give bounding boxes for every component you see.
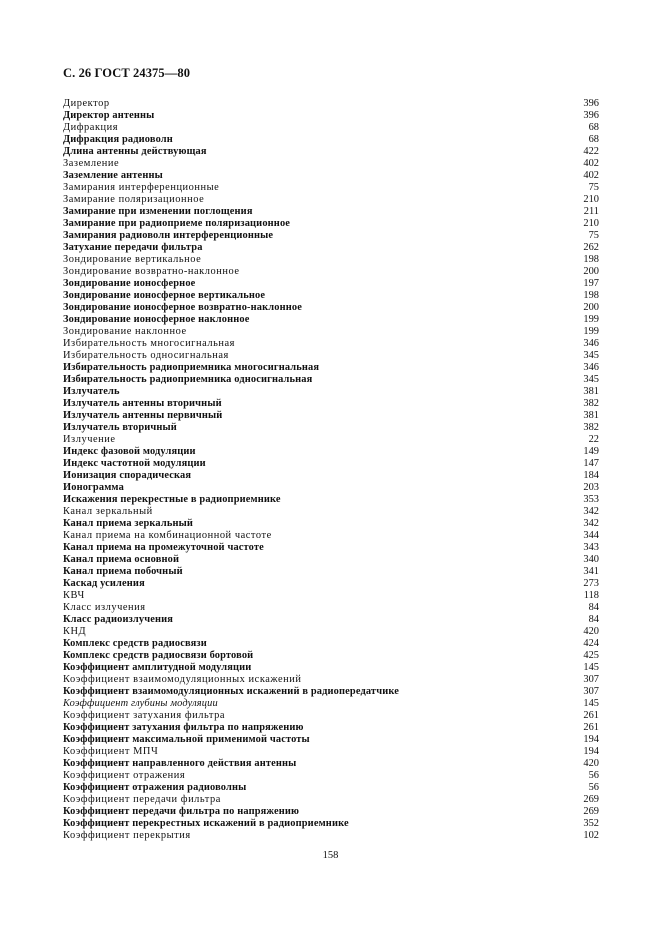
- index-entry: [63, 650, 599, 662]
- index-term: Затухание передачи фильтра: [63, 242, 203, 253]
- index-page-number: 420: [583, 626, 599, 637]
- index-term: Канал приема побочный: [63, 566, 183, 577]
- index-entry: [63, 194, 599, 206]
- index-entry: [63, 794, 599, 806]
- index-entry: [63, 182, 599, 194]
- index-entry: [63, 446, 599, 458]
- index-entry: [63, 338, 599, 350]
- index-entry: [63, 218, 599, 230]
- index-page-number: 145: [583, 698, 599, 709]
- index-page-number: 262: [583, 242, 599, 253]
- index-term: Дифракция: [63, 122, 119, 133]
- index-entry: [63, 242, 599, 254]
- index-term: Коэффициент передачи фильтра: [63, 794, 221, 805]
- index-entry: [63, 398, 599, 410]
- index-term: Замирания радиоволн интерференционные: [63, 230, 274, 241]
- index-entry: [63, 374, 599, 386]
- index-page-number: 341: [583, 566, 599, 577]
- index-page-number: 382: [583, 422, 599, 433]
- page-number: 158: [322, 850, 339, 861]
- index-term: Замирание при изменении поглощения: [63, 206, 253, 217]
- index-entry: [63, 698, 599, 710]
- index-term: Коэффициент максимальной применимой частоты: [63, 734, 310, 745]
- index-term: Излучатель антенны вторичный: [63, 398, 222, 409]
- index-page-number: 382: [583, 398, 599, 409]
- index-term: Коэффициент затухания фильтра по напряжению: [63, 722, 304, 733]
- index-term: Зондирование ионосферное: [63, 278, 196, 289]
- index-entry: [63, 146, 599, 158]
- index-page-number: 425: [583, 650, 599, 661]
- index-page-number: 344: [583, 530, 599, 541]
- index-entry: [63, 818, 599, 830]
- index-entry: [63, 542, 599, 554]
- index-term: Индекс фазовой модуляции: [63, 446, 196, 457]
- index-entry: [63, 710, 599, 722]
- index-term: Коэффициент глубины модуляции: [63, 698, 218, 709]
- index-page-number: 200: [583, 266, 599, 277]
- index-entry: [63, 458, 599, 470]
- index-page-number: 381: [583, 386, 599, 397]
- index-entry: [63, 206, 599, 218]
- index-term: Комплекс средств радиосвязи: [63, 638, 207, 649]
- index-term: Коэффициент взаимомодуляционных искажений в радиопередатчике: [63, 686, 399, 697]
- index-page-number: 396: [583, 110, 599, 121]
- index-page-number: 198: [583, 254, 599, 265]
- index-term: Коэффициент перекрестных искажений в радиоприемнике: [63, 818, 349, 829]
- index-term: Коэффициент взаимомодуляционных искажений: [63, 674, 302, 685]
- index-term: Коэффициент МПЧ: [63, 746, 159, 757]
- index-entry: [63, 326, 599, 338]
- index-term: Канал зеркальный: [63, 506, 153, 517]
- index-term: Заземление: [63, 158, 120, 169]
- index-entry: [63, 470, 599, 482]
- index-page-number: 198: [583, 290, 599, 301]
- index-term: Класс радиоизлучения: [63, 614, 174, 625]
- index-term: Класс излучения: [63, 602, 146, 613]
- index-page-number: 345: [583, 350, 599, 361]
- index-page-number: 346: [583, 338, 599, 349]
- index-entry: [63, 122, 599, 134]
- index-page-number: 118: [583, 590, 599, 601]
- index-term: Длина антенны действующая: [63, 146, 207, 157]
- index-entry: [63, 254, 599, 266]
- index-entry: [63, 626, 599, 638]
- index-term: Индекс частотной модуляции: [63, 458, 206, 469]
- index-page-number: 102: [583, 830, 599, 841]
- index-page-number: 210: [583, 194, 599, 205]
- index-entry: [63, 362, 599, 374]
- index-entry: [63, 518, 599, 530]
- index-entry: [63, 422, 599, 434]
- index-page-number: 307: [583, 674, 599, 685]
- index-entry: [63, 806, 599, 818]
- index-page-number: 149: [583, 446, 599, 457]
- index-page-number: 342: [583, 506, 599, 517]
- index-term: Зондирование ионосферное возвратно-наклонное: [63, 302, 302, 313]
- index-term: Коэффициент отражения радиоволны: [63, 782, 247, 793]
- index-term: Избирательность односигнальная: [63, 350, 229, 361]
- index-page-number: 199: [583, 314, 599, 325]
- index-page-number: 424: [583, 638, 599, 649]
- index-page-number: 199: [583, 326, 599, 337]
- index-term: Излучатель антенны первичный: [63, 410, 223, 421]
- index-page-number: 269: [583, 806, 599, 817]
- index-term: Излучение: [63, 434, 116, 445]
- index-term: Зондирование возвратно-наклонное: [63, 266, 240, 277]
- index-entry: [63, 662, 599, 674]
- index-term: Канал приема на комбинационной частоте: [63, 530, 272, 541]
- index-term: Директор антенны: [63, 110, 155, 121]
- index-term: КВЧ: [63, 590, 85, 601]
- index-term: Зондирование ионосферное вертикальное: [63, 290, 266, 301]
- index-page-number: 68: [588, 122, 599, 133]
- index-page-number: 353: [583, 494, 599, 505]
- index-term: Коэффициент перекрытия: [63, 830, 191, 841]
- index-term: Замирания интерференционные: [63, 182, 220, 193]
- index-term: Директор: [63, 98, 110, 109]
- index-term: Канал приема зеркальный: [63, 518, 193, 529]
- index-term: Излучатель вторичный: [63, 422, 177, 433]
- index-term: Замирание поляризационное: [63, 194, 205, 205]
- index-entry: [63, 494, 599, 506]
- index-entry: [63, 590, 599, 602]
- index-term: Избирательность радиоприемника многосигнальная: [63, 362, 320, 373]
- index-entry: [63, 314, 599, 326]
- index-page-number: 184: [583, 470, 599, 481]
- index-entry: [63, 830, 599, 842]
- index-page-number: 56: [588, 770, 599, 781]
- index-page-number: 381: [583, 410, 599, 421]
- index-term: Коэффициент направленного действия антенны: [63, 758, 297, 769]
- index-entry: [63, 530, 599, 542]
- index-term: Зондирование наклонное: [63, 326, 187, 337]
- index-page-number: 343: [583, 542, 599, 553]
- index-entry: [63, 110, 599, 122]
- index-page-number: 84: [588, 602, 599, 613]
- index-page-number: 200: [583, 302, 599, 313]
- index-entry: [63, 266, 599, 278]
- index-entry: [63, 686, 599, 698]
- index-term: Зондирование вертикальное: [63, 254, 202, 265]
- index-page-number: 22: [588, 434, 599, 445]
- index-entry: [63, 554, 599, 566]
- index-entry: [63, 770, 599, 782]
- index-page-number: 261: [583, 710, 599, 721]
- index-entry: [63, 134, 599, 146]
- index-entry: [63, 506, 599, 518]
- index-term: Заземление антенны: [63, 170, 163, 181]
- index-term: Замирание при радиоприеме поляризационное: [63, 218, 291, 229]
- index-page-number: 340: [583, 554, 599, 565]
- index-page-number: 68: [588, 134, 599, 145]
- index-entry: [63, 98, 599, 110]
- index-term: Зондирование ионосферное наклонное: [63, 314, 250, 325]
- index-entry: [63, 434, 599, 446]
- index-page-number: 75: [588, 182, 599, 193]
- index-term: Каскад усиления: [63, 578, 145, 589]
- index-page-number: 145: [583, 662, 599, 673]
- index-page-number: 147: [583, 458, 599, 469]
- index-term: Ионизация спорадическая: [63, 470, 192, 481]
- index-entry: [63, 302, 599, 314]
- index-entry: [63, 386, 599, 398]
- index-entry: [63, 566, 599, 578]
- index-term: Комплекс средств радиосвязи бортовой: [63, 650, 254, 661]
- index-entry: [63, 734, 599, 746]
- index-entry: [63, 278, 599, 290]
- index-page-number: 197: [583, 278, 599, 289]
- index-page-number: 273: [583, 578, 599, 589]
- index-term: Ионограмма: [63, 482, 124, 493]
- index-term: КНД: [63, 626, 87, 637]
- index-page-number: 402: [583, 170, 599, 181]
- index-entry: [63, 578, 599, 590]
- index-entry: [63, 722, 599, 734]
- index-page-number: 203: [583, 482, 599, 493]
- index-entry: [63, 290, 599, 302]
- index-entry: [63, 482, 599, 494]
- index-entry: [63, 674, 599, 686]
- index-page-number: 75: [588, 230, 599, 241]
- index-page-number: 269: [583, 794, 599, 805]
- index-page-number: 352: [583, 818, 599, 829]
- index-page-number: 194: [583, 746, 599, 757]
- index-page-number: 396: [583, 98, 599, 109]
- index-page-number: 194: [583, 734, 599, 745]
- index-page-number: 210: [583, 218, 599, 229]
- index-entry: [63, 638, 599, 650]
- index-page-number: 211: [583, 206, 599, 217]
- index-term: Канал приема основной: [63, 554, 180, 565]
- index-term: Коэффициент затухания фильтра: [63, 710, 225, 721]
- index-term: Дифракция радиоволн: [63, 134, 173, 145]
- index-page-number: 402: [583, 158, 599, 169]
- index-page-number: 84: [588, 614, 599, 625]
- index-page-number: 342: [583, 518, 599, 529]
- index-entry: [63, 782, 599, 794]
- index-page-number: 56: [588, 782, 599, 793]
- index-term: Избирательность многосигнальная: [63, 338, 235, 349]
- index-entry: [63, 350, 599, 362]
- index-term: Коэффициент передачи фильтра по напряжению: [63, 806, 300, 817]
- index-term: Канал приема на промежуточной частоте: [63, 542, 264, 553]
- index-page-number: 307: [583, 686, 599, 697]
- index-page-number: 261: [583, 722, 599, 733]
- page-header: С. 26 ГОСТ 24375—80: [63, 66, 191, 80]
- index-entry: [63, 746, 599, 758]
- index-term: Искажения перекрестные в радиоприемнике: [63, 494, 281, 505]
- index-entry: [63, 758, 599, 770]
- index-page-number: 346: [583, 362, 599, 373]
- subject-index-list: [63, 98, 599, 842]
- index-page-number: 345: [583, 374, 599, 385]
- index-entry: [63, 602, 599, 614]
- index-entry: [63, 614, 599, 626]
- index-entry: [63, 158, 599, 170]
- index-term: Коэффициент отражения: [63, 770, 186, 781]
- index-term: Избирательность радиоприемника односигнальная: [63, 374, 313, 385]
- index-entry: [63, 230, 599, 242]
- index-entry: [63, 410, 599, 422]
- index-term: Коэффициент амплитудной модуляции: [63, 662, 252, 673]
- index-page-number: 422: [583, 146, 599, 157]
- index-page-number: 420: [583, 758, 599, 769]
- index-term: Излучатель: [63, 386, 120, 397]
- index-entry: [63, 170, 599, 182]
